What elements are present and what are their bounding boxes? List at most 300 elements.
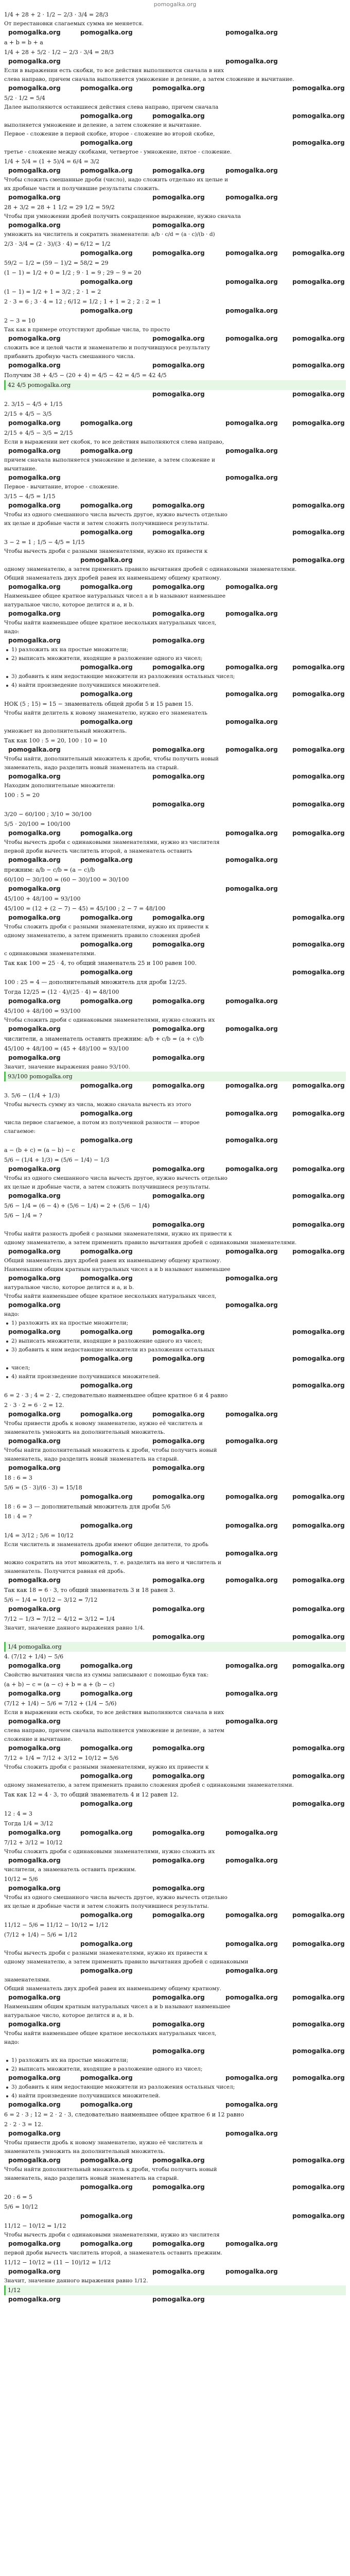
watermark-logo: pomogalka.org [292, 362, 345, 369]
watermark-logo: pomogalka.org [8, 856, 61, 863]
watermark-logo: pomogalka.org [80, 529, 133, 536]
watermark-row [4, 193, 346, 202]
watermark-logo: pomogalka.org [80, 1800, 133, 1807]
watermark-logo: pomogalka.org [292, 941, 345, 948]
watermark-logo: pomogalka.org [8, 419, 61, 427]
math-line: 4. (7/12 + 1/4) − 5/6 [4, 1653, 64, 1660]
list-item: 4) найти произведение получившихся множителей. [4, 681, 346, 690]
watermark-logo: pomogalka.org [152, 583, 205, 590]
text-line: умножает на дополнительный множитель. [4, 728, 127, 734]
watermark-row [4, 1464, 346, 1473]
watermark-row [4, 609, 346, 619]
watermark-logo: pomogalka.org [8, 1192, 61, 1199]
watermark-row [4, 334, 346, 344]
watermark-logo: pomogalka.org [8, 1025, 61, 1032]
watermark-logo: pomogalka.org [80, 1829, 133, 1836]
watermark-row [4, 473, 346, 483]
watermark-logo: pomogalka.org [225, 2268, 278, 2275]
watermark-row [4, 1856, 346, 1866]
watermark-logo: pomogalka.org [80, 1522, 133, 1529]
math-line: 5/5 · 20/100 = 100/100 [4, 821, 71, 827]
watermark-logo: pomogalka.org [292, 2047, 345, 2055]
watermark-logo: pomogalka.org [152, 1633, 205, 1640]
text-line: надо: [4, 1311, 20, 1317]
watermark-logo: pomogalka.org [225, 1301, 278, 1309]
watermark-logo: pomogalka.org [8, 583, 61, 590]
watermark-logo: pomogalka.org [152, 1857, 205, 1864]
watermark-logo: pomogalka.org [292, 112, 345, 120]
math-line: 2 · 3 = 6 ; 3 · 4 = 12 ; 6/12 = 1/2 ; 1 + 1 = 2 ; 2 : 2 = 1 [4, 298, 162, 305]
solution-content [4, 10, 346, 2304]
watermark-logo: pomogalka.org [80, 1137, 133, 1144]
watermark-logo: pomogalka.org [292, 1192, 345, 1199]
watermark-logo: pomogalka.org [8, 885, 61, 892]
watermark-logo: pomogalka.org [152, 1885, 205, 1892]
watermark-logo: pomogalka.org [152, 1772, 205, 1780]
text-line: сложить все и целой части и знаменателю и получившуюся результату [4, 345, 211, 351]
math-line: 11/12 − 10/12 = 1/12 [4, 2223, 66, 2229]
watermark-logo: pomogalka.org [225, 1718, 278, 1725]
watermark-logo: pomogalka.org [292, 801, 345, 808]
watermark-logo: pomogalka.org [225, 1248, 278, 1255]
watermark-logo: pomogalka.org [152, 1411, 205, 1418]
watermark-row [4, 1165, 346, 1174]
watermark-row [4, 636, 346, 646]
list-item: 3) добавить к ним недостающие множители из разложения остальных [4, 1346, 346, 1354]
watermark-logo: pomogalka.org [8, 1054, 61, 1061]
watermark-logo: pomogalka.org [225, 885, 278, 892]
watermark-logo: pomogalka.org [152, 1829, 205, 1836]
watermark-row [4, 57, 346, 66]
text-line: Чтобы из одного смешанного числа вычесть другое, нужно вычесть отдельно [4, 1894, 227, 1901]
watermark-logo: pomogalka.org [152, 1437, 205, 1445]
watermark-row [4, 166, 346, 176]
text-line: знаменателями. [4, 1977, 51, 1983]
watermark-logo: pomogalka.org [225, 447, 278, 454]
watermark-row [4, 139, 346, 148]
text-line: вычитание. [4, 466, 37, 472]
watermark-logo: pomogalka.org [80, 2101, 133, 2108]
watermark-row [4, 1549, 346, 1558]
text-line: Чтобы вычесть сумму из числа, можно сначала вычесть из этого [4, 1101, 191, 1108]
watermark-logo: pomogalka.org [225, 249, 278, 257]
answer-line: 1/4 pomogalka.org [4, 1642, 346, 1652]
watermark-logo: pomogalka.org [80, 718, 133, 725]
watermark-logo: pomogalka.org [8, 1994, 61, 2001]
text-line: Чтобы найти наименьшее общее кратное нескольких натуральных чисел, [4, 1293, 217, 1299]
watermark-logo: pomogalka.org [292, 84, 345, 92]
watermark-row [4, 112, 346, 121]
watermark-logo: pomogalka.org [8, 2268, 61, 2275]
watermark-logo: pomogalka.org [225, 474, 278, 481]
watermark-row [4, 2183, 346, 2192]
watermark-row [4, 2129, 346, 2139]
watermark-logo: pomogalka.org [8, 362, 61, 369]
text-line: причем сначала выполняется умножение и деление, а затем сложение и [4, 457, 216, 463]
watermark-logo: pomogalka.org [80, 1248, 133, 1255]
watermark-logo: pomogalka.org [152, 664, 205, 671]
math-line: Получим 38 + 4/5 − (20 + 4) = 4/5 − 42 = 4/5 = 42 4/5 [4, 372, 167, 379]
text-line: одному знаменателю, а затем применить правило вычитания дробей с одинаковыми [4, 1959, 249, 1965]
watermark-row [4, 2020, 346, 2029]
watermark-logo: pomogalka.org [152, 1025, 205, 1032]
watermark-logo: pomogalka.org [80, 1772, 133, 1780]
watermark-logo: pomogalka.org [8, 1885, 61, 1892]
watermark-logo: pomogalka.org [152, 167, 205, 174]
watermark-row [4, 885, 346, 894]
watermark-logo: pomogalka.org [8, 84, 61, 92]
watermark-logo: pomogalka.org [80, 307, 133, 314]
watermark-logo: pomogalka.org [8, 1437, 61, 1445]
watermark-logo: pomogalka.org [8, 746, 61, 753]
list-item: 2) выписать множители, входящие в разложение одного из чисел; [4, 1337, 346, 1346]
watermark-row [4, 1884, 346, 1893]
math-line: 2 − 3 = 10 [4, 317, 36, 324]
watermark-row [4, 307, 346, 316]
watermark-row [4, 913, 346, 923]
watermark-logo: pomogalka.org [80, 2074, 133, 2081]
watermark-logo: pomogalka.org [152, 941, 205, 948]
watermark-logo: pomogalka.org [80, 2212, 133, 2219]
watermark-logo: pomogalka.org [225, 167, 278, 174]
watermark-logo: pomogalka.org [292, 2074, 345, 2081]
watermark-logo: pomogalka.org [225, 1025, 278, 1032]
watermark-logo: pomogalka.org [8, 914, 61, 921]
watermark-logo: pomogalka.org [80, 1967, 133, 1974]
math-line: 3. 5/6 − (1/4 + 1/3) [4, 1092, 60, 1099]
watermark-logo: pomogalka.org [225, 194, 278, 201]
watermark-logo: pomogalka.org [152, 2296, 205, 2303]
watermark-logo: pomogalka.org [8, 610, 61, 617]
watermark-logo: pomogalka.org [292, 2212, 345, 2219]
watermark-logo: pomogalka.org [225, 1275, 278, 1282]
watermark-logo: pomogalka.org [8, 1577, 61, 1584]
math-line: 2/15 + 4/5 − 3/5 = 2/15 [4, 430, 73, 436]
watermark-logo: pomogalka.org [152, 391, 205, 398]
list-item: 3) добавить к ним недостающие множители из разложения остальных чисел; [4, 2083, 346, 2092]
watermark-row [4, 1967, 346, 1976]
math-line: 5/2 · 1/2 = 5/4 [4, 95, 45, 101]
watermark-row [4, 2047, 346, 2056]
watermark-row [4, 690, 346, 699]
text-line: знаменатель, надо разделить новый знаменатель на старый. [4, 2175, 179, 2181]
watermark-logo: pomogalka.org [292, 829, 345, 837]
watermark-logo: pomogalka.org [80, 447, 133, 454]
answer-line: 1/12 [4, 2285, 346, 2295]
watermark-logo: pomogalka.org [80, 1690, 133, 1697]
list-item: 3) добавить к ним недостающие множители из разложения остальных чисел; [4, 672, 346, 681]
math-line: (1 − 1) = 1/2 + 0 = 1/2 ; 9 · 1 = 9 ; 29 − 9 = 20 [4, 269, 142, 276]
watermark-row [4, 1689, 346, 1699]
watermark-row [4, 663, 346, 672]
list-item: 2) выписать множители, входящие в разложение одного из чисел; [4, 2065, 346, 2074]
list-item: 4) найти произведение получившихся множителей. [4, 2092, 346, 2100]
site-watermark-top[interactable]: pomogalka.org [153, 1, 197, 8]
watermark-logo: pomogalka.org [225, 746, 278, 753]
watermark-row [4, 1633, 346, 1642]
watermark-logo: pomogalka.org [80, 1662, 133, 1669]
watermark-row [4, 940, 346, 950]
watermark-row [4, 1247, 346, 1257]
watermark-logo: pomogalka.org [80, 502, 133, 509]
math-line: 45/100 + 48/100 = 93/100 [4, 895, 81, 902]
watermark-logo: pomogalka.org [8, 1248, 61, 1255]
watermark-row [4, 968, 346, 977]
watermark-logo: pomogalka.org [8, 1411, 61, 1418]
watermark-logo: pomogalka.org [80, 1940, 133, 1947]
watermark-logo: pomogalka.org [292, 746, 345, 753]
watermark-logo: pomogalka.org [80, 690, 133, 698]
text-line: знаменатель, надо разделить новый знаменатель на старый. [4, 765, 179, 771]
math-line: 2/15 + 4/5 − 3/5 [4, 411, 52, 417]
watermark-row [4, 1025, 346, 1034]
math-line: 18 : 6 = 3 — дополнительный множитель для дроби 5/6 [4, 1503, 171, 1510]
watermark-logo: pomogalka.org [292, 2157, 345, 2164]
watermark-logo: pomogalka.org [8, 829, 61, 837]
watermark-logo: pomogalka.org [292, 1911, 345, 1919]
watermark-logo: pomogalka.org [8, 2101, 61, 2108]
math-line: 1/4 + 5/4 = (1 + 5)/4 = 6/4 = 3/2 [4, 158, 100, 165]
watermark-logo: pomogalka.org [152, 2240, 205, 2247]
watermark-row [4, 2295, 346, 2304]
watermark-logo: pomogalka.org [292, 249, 345, 257]
text-line: Значит, значение данного выражения равно 1/4. [4, 1625, 145, 1631]
watermark-logo: pomogalka.org [8, 1662, 61, 1669]
text-line: с одинаковыми знаменателями. [4, 951, 96, 957]
watermark-logo: pomogalka.org [292, 1082, 345, 1089]
watermark-logo: pomogalka.org [8, 2074, 61, 2081]
watermark-row [4, 997, 346, 1006]
watermark-logo: pomogalka.org [8, 502, 61, 509]
math-line: 7/12 − 1/3 = 7/12 − 4/12 = 3/12 = 1/4 [4, 1616, 115, 1622]
text-line: От перестановки слагаемых сумма не меняется. [4, 21, 144, 27]
watermark-logo: pomogalka.org [225, 278, 278, 285]
watermark-logo: pomogalka.org [8, 1165, 61, 1173]
math-line: Так как 100 = 25 · 4, то общий знаменатель 25 и 100 равен 100. [4, 960, 197, 967]
math-line: 3/15 − 4/5 = 1/15 [4, 493, 56, 500]
watermark-logo: pomogalka.org [152, 2183, 205, 2191]
watermark-row [4, 1717, 346, 1726]
watermark-row [4, 1744, 346, 1753]
text-line: Чтобы сложить дроби с разными знаменателями, нужно их привести к [4, 1764, 209, 1770]
watermark-logo: pomogalka.org [225, 2130, 278, 2137]
watermark-logo: pomogalka.org [8, 1744, 61, 1752]
watermark-logo: pomogalka.org [292, 1633, 345, 1640]
watermark-logo: pomogalka.org [225, 1110, 278, 1117]
watermark-row [4, 556, 346, 565]
watermark-logo: pomogalka.org [292, 773, 345, 780]
watermark-logo: pomogalka.org [152, 746, 205, 753]
math-line: 5/6 − 1/4 = ? [4, 1212, 42, 1219]
text-line: сложение и вычитание. [4, 1736, 73, 1742]
watermark-logo: pomogalka.org [292, 556, 345, 564]
watermark-logo: pomogalka.org [292, 690, 345, 698]
watermark-row [4, 772, 346, 782]
watermark-row [4, 1274, 346, 1283]
text-line: надо: [4, 629, 20, 635]
answer-line: 42 4/5 pomogalka.org [4, 380, 346, 390]
math-line: 18 : 4 = ? [4, 1513, 32, 1520]
text-line: Общий знаменатель двух дробей равен их наименьшему общему кратному. [4, 1258, 221, 1264]
watermark-row [4, 1576, 346, 1585]
watermark-logo: pomogalka.org [152, 529, 205, 536]
watermark-logo: pomogalka.org [292, 502, 345, 509]
watermark-logo: pomogalka.org [225, 1829, 278, 1836]
watermark-row [4, 2212, 346, 2221]
watermark-logo: pomogalka.org [8, 222, 61, 229]
watermark-logo: pomogalka.org [80, 419, 133, 427]
text-line: Чтобы найти наименьшее общее кратное нескольких натуральных чисел, [4, 620, 217, 626]
watermark-logo: pomogalka.org [80, 941, 133, 948]
watermark-logo: pomogalka.org [225, 690, 278, 698]
watermark-row [4, 1136, 346, 1145]
math-line: 11/12 − 10/12 = (11 − 10)/12 = 1/12 [4, 2259, 111, 2266]
watermark-logo: pomogalka.org [292, 139, 345, 146]
text-line: третье - сложение между скобками, четвертое - умножение, пятое - сложение. [4, 149, 232, 155]
watermark-logo: pomogalka.org [80, 1411, 133, 1418]
watermark-logo: pomogalka.org [80, 1382, 133, 1389]
watermark-logo: pomogalka.org [80, 1744, 133, 1752]
watermark-logo: pomogalka.org [292, 1994, 345, 2001]
watermark-logo: pomogalka.org [80, 1275, 133, 1282]
watermark-logo: pomogalka.org [225, 1493, 278, 1500]
text-line: Наименьшим общим кратным натуральных чисел a и b называют наименьшее [4, 2004, 231, 2010]
watermark-row [4, 278, 346, 287]
watermark-logo: pomogalka.org [8, 1328, 61, 1335]
text-line: знаменатель умножить на дополнительный множитель. [4, 2148, 165, 2155]
text-line: Чтобы при умножении дробей получить сокращенное выражение, нужно сначала [4, 213, 241, 219]
math-line: 3 − 2 = 1 ; 1/5 − 4/5 = 1/15 [4, 539, 85, 546]
watermark-logo: pomogalka.org [8, 1605, 61, 1613]
list-item: чисел; [4, 1364, 346, 1372]
watermark-logo: pomogalka.org [80, 1911, 133, 1919]
math-line: (a + b) − c = (a − c) + b = a + (b − c) [4, 1681, 115, 1688]
text-line: Чтобы найти дополнительный множитель к дроби, чтобы получить новый [4, 2166, 217, 2173]
text-line: Наименьшее общее кратное натуральных чисел a и b называют наименьшее [4, 593, 226, 599]
watermark-row [4, 2100, 346, 2110]
watermark-logo: pomogalka.org [225, 335, 278, 342]
text-line: натуральное число, которое делится и а, и b. [4, 1284, 134, 1291]
watermark-row [4, 419, 346, 428]
watermark-logo: pomogalka.org [8, 474, 61, 481]
text-line: Чтобы из одного смешанного числа вычесть другое, нужно вычесть отдельно [4, 512, 227, 518]
watermark-row [4, 1605, 346, 1614]
text-line: Если числитель и знаменатель дроби имеют общие делители, то дробь [4, 1541, 209, 1548]
math-line: 5/6 = (5 · 3)/(6 · 3) = 15/18 [4, 1484, 82, 1491]
text-line: Чтобы вычесть дроби с одинаковыми знаменателями, нужно из числителя [4, 839, 220, 845]
watermark-row [4, 2074, 346, 2083]
watermark-row [4, 1381, 346, 1391]
watermark-logo: pomogalka.org [152, 112, 205, 120]
watermark-logo: pomogalka.org [292, 664, 345, 671]
text-line: слева направо, причем сначала выполняется умножение и деление, а затем сложение и вычитание. [4, 76, 294, 82]
watermark-logo: pomogalka.org [80, 167, 133, 174]
math-line: 1/4 = 3/12 ; 5/6 = 10/12 [4, 1532, 74, 1539]
text-line: Чтобы привести дробь к новому знаменателю, нужно её числитель и [4, 1420, 203, 1427]
watermark-logo: pomogalka.org [8, 58, 61, 65]
watermark-logo: pomogalka.org [152, 914, 205, 921]
text-line: можно сократить на этот множитель, т. е. разделить на него и числитель и [4, 1560, 222, 1566]
math-line: 6 = 2 · 3 ; 4 = 2 · 2, следовательно наименьшее общее кратное 6 и 4 равно [4, 1392, 228, 1399]
watermark-logo: pomogalka.org [292, 1662, 345, 1669]
watermark-logo: pomogalka.org [292, 391, 345, 398]
text-line: Если в выражении есть скобки, то все действия выполняются сначала в них [4, 1709, 224, 1716]
watermark-logo: pomogalka.org [225, 997, 278, 1005]
text-line: Если в выражении нет скобок, то все действия выполняются слева направо, [4, 439, 224, 445]
watermark-row [4, 718, 346, 727]
watermark-row [4, 1521, 346, 1531]
watermark-logo: pomogalka.org [80, 2157, 133, 2164]
text-line: Чтобы сложить смешанные дроби (число), надо сложить отдельно их целые и [4, 177, 229, 183]
math-line: числители, а знаменатель оставить прежним: a/b + c/b = (a + c)/b [4, 1036, 204, 1042]
watermark-logo: pomogalka.org [8, 167, 61, 174]
watermark-logo: pomogalka.org [225, 1522, 278, 1529]
math-line: (1 − 1) = 1/2 + 1 = 3/2 ; 2 · 1 = 2 [4, 289, 101, 295]
watermark-row [4, 800, 346, 809]
text-line: выполняется умножение и деление, а затем сложение и вычитание. [4, 122, 202, 128]
watermark-logo: pomogalka.org [225, 419, 278, 427]
watermark-logo: pomogalka.org [152, 502, 205, 509]
watermark-logo: pomogalka.org [152, 1192, 205, 1199]
text-line: одному знаменателю, а затем применить правило сложения дробей с одинаковыми знаменателями. [4, 1782, 294, 1788]
watermark-row [4, 1328, 346, 1337]
watermark-logo: pomogalka.org [8, 447, 61, 454]
watermark-logo: pomogalka.org [80, 997, 133, 1005]
math-line: 28 + 3/2 = 28 + 1 1/2 = 29 1/2 = 59/2 [4, 204, 115, 211]
watermark-logo: pomogalka.org [152, 84, 205, 92]
watermark-logo: pomogalka.org [80, 139, 133, 146]
list-item: 2) выписать множители, входящие в разложение одного из чисел; [4, 654, 346, 663]
text-line: их целые и дробные части и затем сложить получившиеся результаты. [4, 1903, 209, 1909]
text-line: слагаемое: [4, 1128, 36, 1134]
text-line: Так как в примере отсутствуют дробные числа, то просто [4, 327, 170, 333]
watermark-logo: pomogalka.org [292, 2021, 345, 2028]
watermark-row [4, 249, 346, 258]
watermark-row [4, 221, 346, 230]
watermark-logo: pomogalka.org [292, 1248, 345, 1255]
text-line: Далее выполняются оставшиеся действия слева направо, причем сначала [4, 104, 219, 110]
watermark-logo: pomogalka.org [225, 829, 278, 837]
watermark-row [4, 447, 346, 456]
math-line: 2/3 · 3/4 = (2 · 3)/(3 · 4) = 6/12 = 1/2 [4, 241, 111, 247]
watermark-logo: pomogalka.org [152, 1577, 205, 1584]
watermark-row [4, 1054, 346, 1063]
watermark-logo: pomogalka.org [8, 1464, 61, 1471]
watermark-logo: pomogalka.org [292, 1328, 345, 1335]
math-line: 7/12 + 1/4 = 7/12 + 3/12 = 10/12 = 5/6 [4, 1755, 119, 1761]
watermark-logo: pomogalka.org [8, 1690, 61, 1697]
watermark-logo: pomogalka.org [225, 1082, 278, 1089]
text-line: их целые и дробные части и затем сложить получившиеся результаты. [4, 520, 209, 527]
math-line: 2. 3/15 − 4/5 + 1/15 [4, 401, 63, 408]
watermark-logo: pomogalka.org [80, 2240, 133, 2247]
watermark-row [4, 1493, 346, 1502]
math-line: 20 : 6 = 5 [4, 2194, 32, 2200]
math-line: 5/6 − (1/4 + 1/3) = (5/6 − 1/4) − 1/3 [4, 1157, 110, 1163]
watermark-logo: pomogalka.org [292, 1382, 345, 1389]
text-line: Находим дополнительные множители: [4, 783, 116, 789]
watermark-logo: pomogalka.org [152, 1355, 205, 1362]
watermark-logo: pomogalka.org [152, 1221, 205, 1228]
watermark-logo: pomogalka.org [292, 969, 345, 976]
watermark-logo: pomogalka.org [80, 664, 133, 671]
math-line: 45/100 + 48/100 = (45 + 48)/100 = 93/100 [4, 1045, 129, 1052]
math-line: 18 : 6 = 3 [4, 1475, 32, 1481]
text-line: Чтобы найти наименьшее общее кратное нескольких натуральных чисел, [4, 2030, 217, 2037]
list-item: 1) разложить их на простые множители; [4, 1319, 346, 1328]
watermark-logo: pomogalka.org [152, 997, 205, 1005]
watermark-logo: pomogalka.org [8, 1857, 61, 1864]
